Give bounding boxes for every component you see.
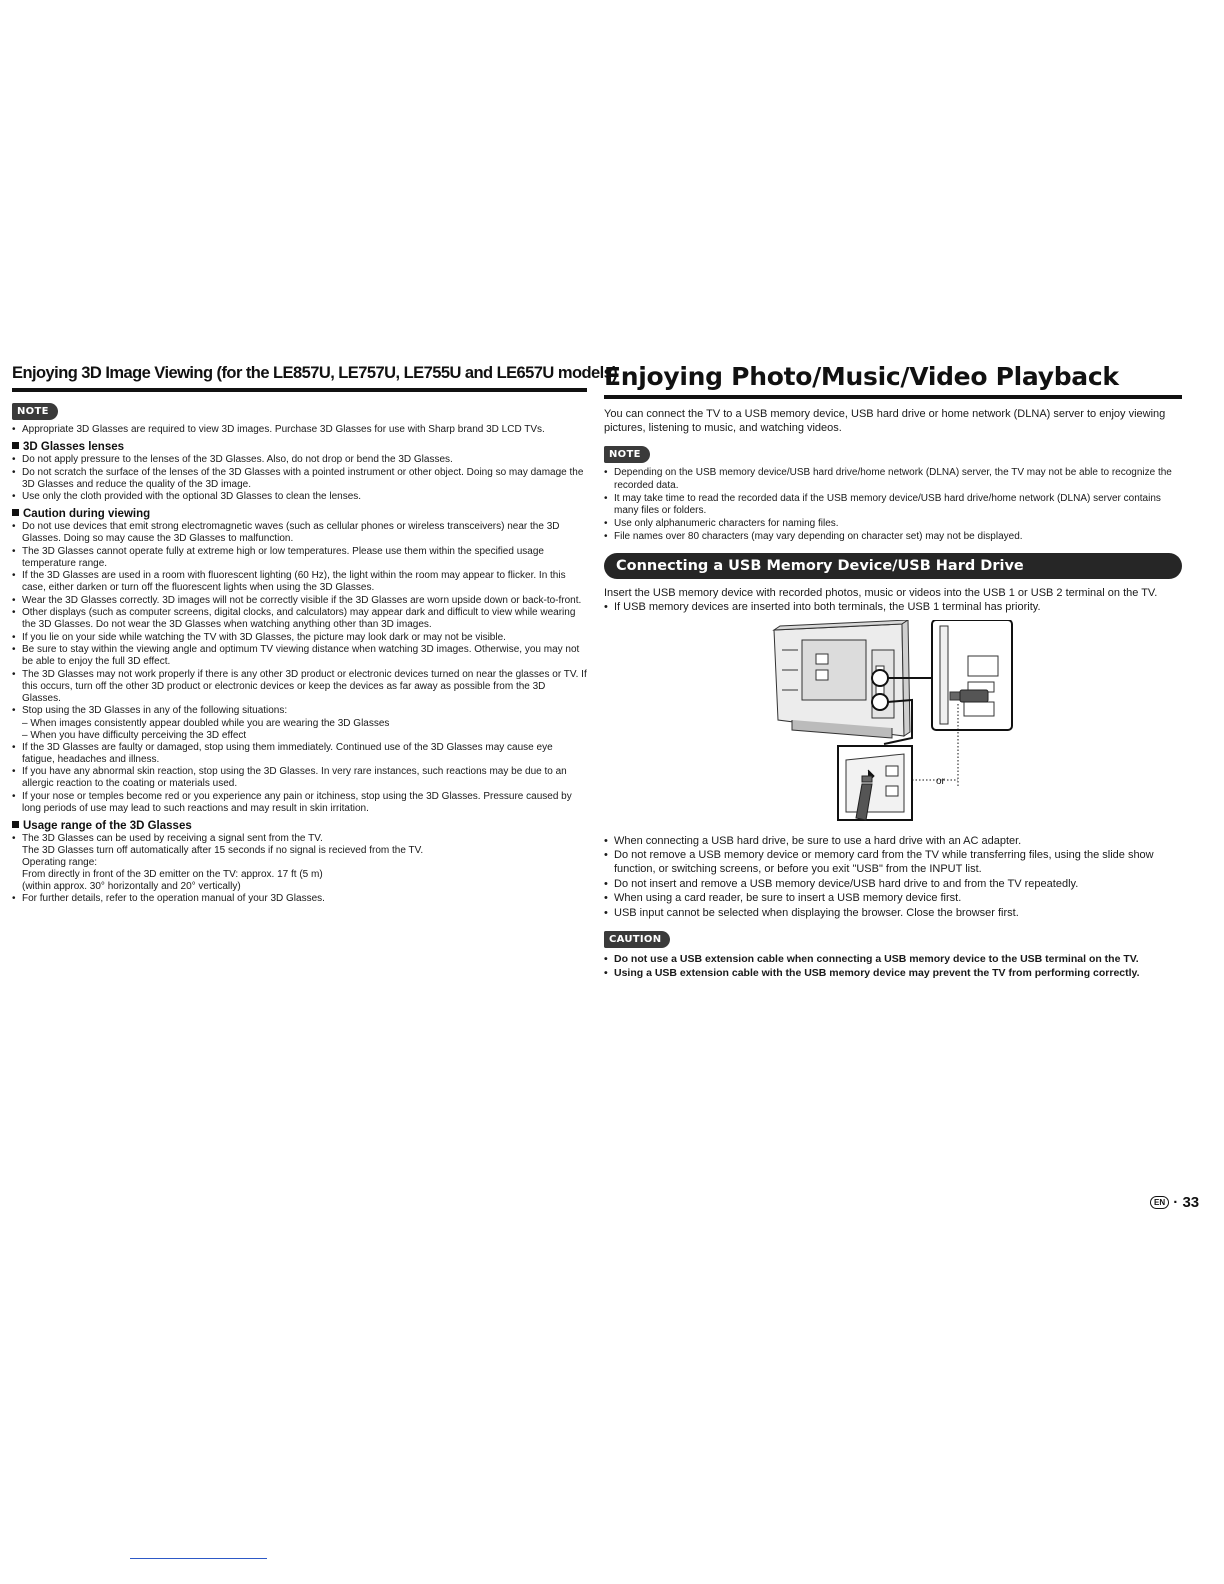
note-item: • Appropriate 3D Glasses are required to view 3D images. Purchase 3D Glasses for use with Sharp brand 3D LCD TVs. xyxy=(12,424,587,436)
right-column xyxy=(604,362,1182,981)
list-item: • Stop using the 3D Glasses in any of the following situations: xyxy=(12,705,587,717)
list-item: • If you have any abnormal skin reaction, stop using the 3D Glasses. In very rare instances, such reactions may be due to an allergic reaction to the coating or materials used. xyxy=(12,766,587,790)
list-item: • Do not scratch the surface of the lenses of the 3D Glasses with a pointed instrument or other object. Doing so may damage the 3D Glasses and reduce the quality of the 3D image. xyxy=(12,467,587,491)
note-list xyxy=(12,424,587,436)
left-column xyxy=(12,364,618,906)
caution-item: • Using a USB extension cable with the USB memory device may prevent the TV from performing correctly. xyxy=(604,966,1182,980)
side-terminal-zoom xyxy=(932,620,1012,786)
usage-line: (within approx. 30° horizontally and 20° vertically) xyxy=(22,881,241,892)
subheading-caution: Caution during viewing xyxy=(12,508,587,520)
or-label: or xyxy=(936,775,945,787)
priority-list xyxy=(604,600,1182,614)
intro-text: You can connect the TV to a USB memory device, USB hard drive or home network (DLNA) server to enjoy viewing pictures, listening to music, and watching videos. xyxy=(604,408,1166,434)
list-item: • Do not remove a USB memory device or memory card from the TV while transferring files, using the slide show function, or switching screens, or before you exit "USB" from the INPUT list. xyxy=(604,848,1182,876)
list-item: • Other displays (such as computer screens, digital clocks, and calculators) may appear dark and difficult to view while wearing the 3D Glasses. Do not wear the 3D Glasses when watching anything other than 3D images. xyxy=(12,607,587,631)
sub-item: – When you have difficulty perceiving the 3D effect xyxy=(22,729,247,741)
list-item: • If the 3D Glasses are faulty or damaged, stop using them immediately. Continued use of the 3D Glasses may cause eye fatigue, headaches and illness. xyxy=(12,742,587,766)
note-item: • It may take time to read the recorded data if the USB memory device/USB hard drive/home network (DLNA) server contains many files or folders. xyxy=(604,493,1182,518)
page-separator: · xyxy=(1173,1194,1179,1211)
list-item: • If the 3D Glasses are used in a room with fluorescent lighting (60 Hz), the light within the room may appear to flicker. In this case, either darken or turn off the fluorescent lights when using the 3D Glasses. xyxy=(12,570,587,594)
usage-line: Operating range: xyxy=(22,857,98,868)
list-item: • If your nose or temples become red or you experience any pain or itchiness, stop using the 3D Glasses. Pressure caused by long periods of use may lead to such reactions and may result in skin irritation. xyxy=(12,791,587,815)
note-badge: NOTE xyxy=(604,446,650,463)
usb-connection-diagram xyxy=(772,620,1016,828)
zoom-circle-bottom xyxy=(872,694,888,710)
caution-item: • Do not use a USB extension cable when connecting a USB memory device to the USB terminal on the TV. xyxy=(604,952,1182,966)
lenses-list xyxy=(12,454,587,503)
list-item: • Wear the 3D Glasses correctly. 3D images will not be correctly visible if the 3D Glasses are worn upside down or back-to-front. xyxy=(12,595,587,607)
note-item: • File names over 80 characters (may vary depending on character set) may not be displayed. xyxy=(604,531,1182,544)
sub-item: – When images consistently appear doubled while you are wearing the 3D Glasses xyxy=(22,717,390,729)
caution-list-more xyxy=(12,742,587,815)
usage-line: From directly in front of the 3D emitter on the TV: approx. 17 ft (5 m) xyxy=(22,869,323,880)
list-item: • When using a card reader, be sure to insert a USB memory device first. xyxy=(604,891,1182,905)
list-item: • The 3D Glasses cannot operate fully at extreme high or low temperatures. Please use them within the specified usage temperature range. xyxy=(12,546,587,570)
caution-list xyxy=(604,952,1182,981)
usb-section-banner: Connecting a USB Memory Device/USB Hard Drive xyxy=(604,553,1182,579)
usage-list xyxy=(12,833,587,845)
subheading-lenses: 3D Glasses lenses xyxy=(12,441,587,453)
list-item: • Use only the cloth provided with the optional 3D Glasses to clean the lenses. xyxy=(12,491,587,503)
list-item: • The 3D Glasses may not work properly if there is any other 3D product or electronic devices turned on near the glasses or TV. If this occurs, turn off the other 3D product or electronic devices or keep the devices as far away as possible from the 3D Glasses. xyxy=(12,669,587,705)
usage-line: The 3D Glasses turn off automatically after 15 seconds if no signal is recieved from the TV. xyxy=(22,845,424,856)
usb-stick-icon xyxy=(960,690,988,702)
page-number xyxy=(1150,1194,1199,1211)
list-item: • Do not insert and remove a USB memory device/USB hard drive to and from the TV repeatedly. xyxy=(604,877,1182,891)
list-item: • USB input cannot be selected when displaying the browser. Close the browser first. xyxy=(604,906,1182,920)
usb-notes-list xyxy=(604,834,1182,920)
caution-badge: CAUTION xyxy=(604,931,670,948)
zoom-circle-top xyxy=(872,670,888,686)
note-badge: NOTE xyxy=(12,403,58,420)
subheading-usage-range: Usage range of the 3D Glasses xyxy=(12,820,587,832)
usage-list-end xyxy=(12,893,587,905)
note-item: • Use only alphanumeric characters for naming files. xyxy=(604,518,1182,531)
note-item: • Depending on the USB memory device/USB hard drive/home network (DLNA) server, the TV may not be able to recognize the recorded data. xyxy=(604,467,1182,492)
note-list xyxy=(604,467,1182,544)
list-item: • Be sure to stay within the viewing angle and optimum TV viewing distance when watching 3D images. Otherwise, you may not be able to enjoy the full 3D effect. xyxy=(12,644,587,668)
footer-divider xyxy=(130,1558,267,1559)
language-badge: EN xyxy=(1150,1196,1169,1209)
list-item: • For further details, refer to the operation manual of your 3D Glasses. xyxy=(12,893,587,905)
list-item: • The 3D Glasses can be used by receiving a signal sent from the TV. xyxy=(12,833,587,845)
section-title-playback: Enjoying Photo/Music/Video Playback xyxy=(604,362,1182,399)
list-item: • If you lie on your side while watching the TV with 3D Glasses, the picture may look dark or may not be visible. xyxy=(12,632,587,644)
list-item: • When connecting a USB hard drive, be sure to use a hard drive with an AC adapter. xyxy=(604,834,1182,848)
section-title-3d: Enjoying 3D Image Viewing (for the LE857U, LE757U, LE755U and LE657U models) xyxy=(12,364,587,392)
page-number-value: 33 xyxy=(1182,1194,1200,1211)
list-item: • If USB memory devices are inserted into both terminals, the USB 1 terminal has priority. xyxy=(604,600,1182,614)
caution-list xyxy=(12,521,587,717)
list-item: • Do not apply pressure to the lenses of the 3D Glasses. Also, do not drop or bend the 3D Glasses. xyxy=(12,454,587,466)
insert-text: Insert the USB memory device with recorded photos, music or videos into the USB 1 or USB 2 terminal on the TV. xyxy=(604,586,1158,599)
list-item: • Do not use devices that emit strong electromagnetic waves (such as cellular phones or wireless transceivers) near the 3D Glasses. Doing so may cause the 3D Glasses to malfunction. xyxy=(12,521,587,545)
